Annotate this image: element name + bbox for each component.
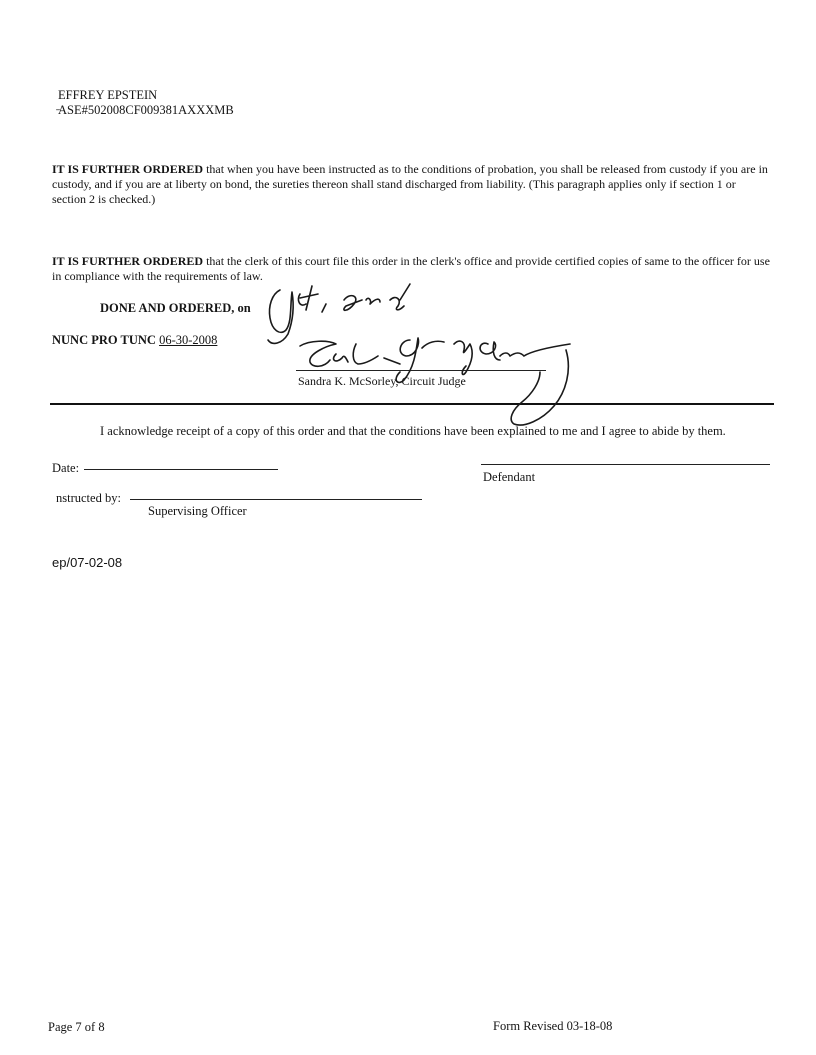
instructed-by-line <box>130 499 422 500</box>
release-order-lead: IT IS FURTHER ORDERED <box>52 162 204 176</box>
defendant-signature-line <box>481 464 770 465</box>
handwritten-date-signature <box>268 284 410 343</box>
case-number: ̵ASE#502008CF009381AXXXMB <box>58 103 234 117</box>
release-order-text: that when you have been instructed as to the conditions of probation, you shall be released from custody if you are in custody, and if you are at liberty on bond, the sureties thereon shall stand discharged from liability. (This paragraph applies only if section 1 or section 2 is checked.) <box>52 162 768 206</box>
date-signature-line <box>84 469 278 470</box>
document-reference: ep/07-02-08 <box>52 555 123 570</box>
judge-name: Sandra K. McSorley, Circuit Judge <box>298 374 466 388</box>
supervising-officer-label: Supervising Officer <box>148 504 247 518</box>
clerk-order-paragraph <box>52 254 772 284</box>
defendant-label: Defendant <box>483 470 536 484</box>
clerk-order-text: that the clerk of this court file this order in the clerk's office and provide certified copies of same to the officer for use in compliance with the requirements of law. <box>52 254 770 283</box>
date-label: Date: <box>52 461 80 475</box>
nunc-pro-tunc-date: 06-30-2008 <box>159 333 218 347</box>
instructed-by-label: nstructed by: <box>56 491 121 505</box>
case-header <box>58 88 234 118</box>
section-divider <box>50 403 774 405</box>
defendant-name: EFFREY EPSTEIN <box>58 88 158 102</box>
done-and-ordered-label: DONE AND ORDERED, on <box>100 301 251 315</box>
judge-signature-line <box>296 370 546 371</box>
nunc-pro-tunc-label: NUNC PRO TUNC <box>52 333 156 347</box>
form-revised: Form Revised 03-18-08 <box>493 1019 613 1033</box>
release-order-paragraph <box>52 162 772 207</box>
clerk-order-lead: IT IS FURTHER ORDERED <box>52 254 204 268</box>
nunc-pro-tunc <box>52 333 217 348</box>
acknowledgment-text: I acknowledge receipt of a copy of this order and that the conditions have been explained to me and I agree to abide by them. <box>100 424 726 438</box>
page-number: Page 7 of 8 <box>48 1020 105 1034</box>
